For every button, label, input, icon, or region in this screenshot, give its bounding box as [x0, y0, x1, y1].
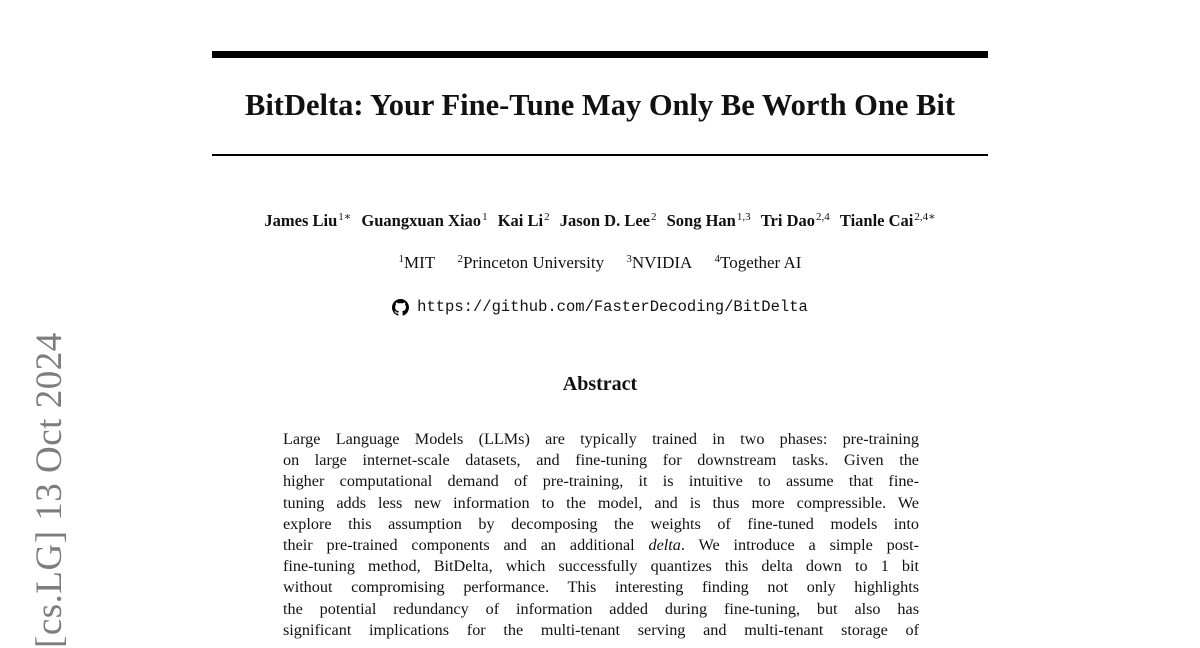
affiliation: $^1$MIT	[398, 253, 436, 272]
paper-title: BitDelta: Your Fine-Tune May Only Be Worth One Bit	[244, 88, 955, 122]
author: Tri Dao$^{2,4}$	[760, 211, 830, 230]
repo-link-row	[150, 298, 1050, 316]
abstract-line: on large internet-scale datasets, and fine-tuning for downstream tasks. Given the	[283, 451, 919, 470]
author: Jason D. Lee$^2$	[559, 211, 657, 230]
author: Guangxuan Xiao$^1$	[361, 211, 488, 230]
author: James Liu$^{1∗}$	[264, 211, 352, 230]
italic-term: delta	[648, 535, 681, 554]
abstract-line: higher computational demand of pre-training, it is intuitive to assume that fine-	[283, 472, 919, 491]
abstract-line: tuning adds less new information to the model, and is thus more compressible. We	[283, 493, 919, 512]
arxiv-identifier: [cs.LG] 13 Oct 2024	[29, 332, 70, 648]
author: Tianle Cai$^{2,4∗}$	[839, 211, 936, 230]
abstract-heading: Abstract	[562, 373, 638, 395]
abstract-body	[283, 429, 919, 641]
abstract-line: significant implications for the multi-tenant serving and multi-tenant storage of	[283, 620, 919, 639]
title-rule-bottom	[212, 154, 988, 156]
affiliation: $^4$Together AI	[714, 253, 802, 272]
title-rule-top	[212, 51, 988, 58]
abstract-line: without compromising performance. This interesting finding not only highlights	[283, 578, 919, 597]
author-list	[150, 210, 1050, 231]
github-icon	[392, 299, 409, 316]
abstract-line: Large Language Models (LLMs) are typically trained in two phases: pre-training	[283, 430, 919, 448]
abstract-line: explore this assumption by decomposing the weights of fine-tuned models into	[283, 514, 919, 533]
affiliation-list	[150, 253, 1050, 273]
affiliation: $^2$Princeton University	[457, 253, 605, 272]
affiliation: $^3$NVIDIA	[626, 253, 693, 272]
repo-url-link[interactable]: https://github.com/FasterDecoding/BitDelta	[417, 298, 808, 316]
abstract-line: fine-tuning method, BitDelta, which successfully quantizes this delta down to 1 bit	[283, 557, 919, 576]
arxiv-side-label	[28, 312, 68, 648]
author: Kai Li$^2$	[497, 211, 550, 230]
author: Song Han$^{1,3}$	[666, 211, 751, 230]
abstract-line: their pre-trained components and an additional delta. We introduce a simple post-	[283, 535, 919, 554]
abstract-line: the potential redundancy of information added during fine-tuning, but also has	[283, 599, 919, 618]
